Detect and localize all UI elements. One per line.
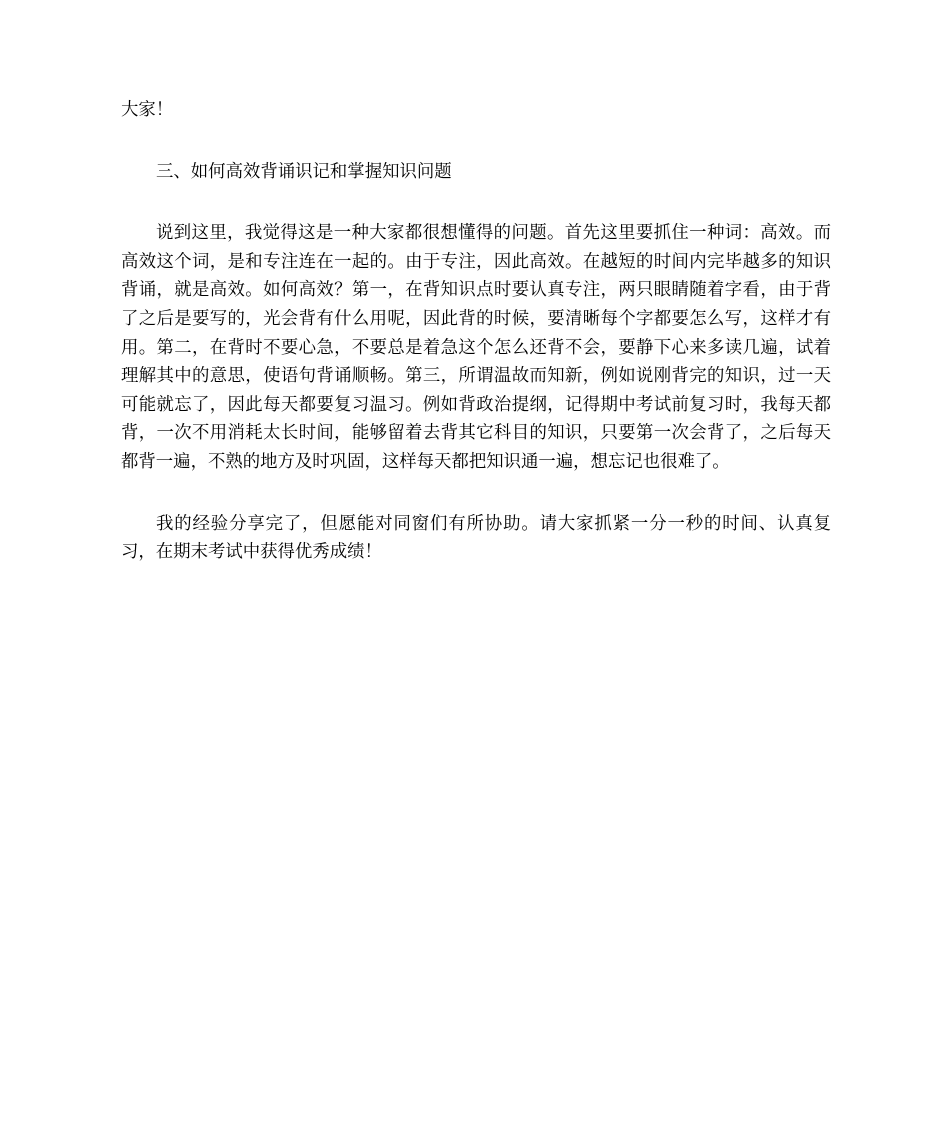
paragraph-study-method: 说到这里，我觉得这是一种大家都很想懂得的问题。首先这里要抓住一种词：高效。而高效这个词，是和专注连在一起的。由于专注，因此高效。在越短的时间内完毕越多的知识背诵，就是高效。如何高效？第一，在背知识点时要认真专注，两只眼睛随着字看，由于背了之后是要写的，光会背有什么用呢，因此背的时候，要清晰每个字都要怎么写，这样才有用。第二，在背时不要心急，不要总是着急这个怎么还背不会，要静下心来多读几遍，试着理解其中的意思，使语句背诵顺畅。第三，所谓温故而知新，例如说刚背完的知识，过一天可能就忘了，因此每天都要复习温习。例如背政治提纲，记得期中考试前复习时，我每天都背，一次不用消耗太长时间，能够留着去背其它科目的知识，只要第一次会背了，之后每天都背一遍，不熟的地方及时巩固，这样每天都把知识通一遍，想忘记也很难了。 [121, 223, 831, 472]
section-heading: 三、如何高效背诵识记和掌握知识问题 [156, 161, 452, 182]
document-body [121, 96, 831, 567]
paragraph-conclusion: 我的经验分享完了，但愿能对同窗们有所协助。请大家抓紧一分一秒的时间、认真复习，在期末考试中获得优秀成绩！ [121, 513, 831, 563]
paragraph-closing-fragment: 大家！ [121, 100, 174, 120]
